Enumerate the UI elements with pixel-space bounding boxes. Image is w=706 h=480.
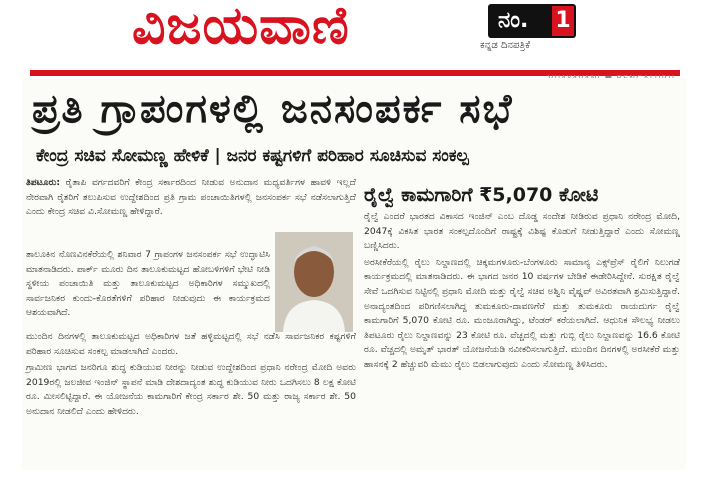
paragraph-5: ರೈಲ್ವೆ ಎಂದರೆ ಭಾರತದ ವಿಕಾಸದ ಇಂಜಿನ್ ಎಂಬ ದೊಡ್ಡ ಸಂದೇಶ ನೀಡಿರುವ ಪ್ರಧಾನಿ ನರೇಂದ್ರ ಮೋದಿ, 2047ಕ್ಕೆ ವಿಕಸಿತ ಭಾರತ ಸಂಕಲ್ಪದೊಂದಿಗೆ ರಾಷ್ಟ್ರಕ್ಕೆ ವಿಶಿಷ್ಟ ಕೊಡುಗೆ ನೀಡುತ್ತಿದ್ದಾರೆ ಎಂದು ಸೋಮಣ್ಣ ಬಣ್ಣಿಸಿದರು.: [364, 211, 680, 252]
masthead: [0, 0, 706, 66]
article-column-left-mid: [26, 248, 270, 323]
paragraph-1: [26, 176, 356, 220]
paragraph-4: ಗ್ರಾಮೀಣ ಭಾಗದ ಜನರಿಗೂ ಶುದ್ಧ ಕುಡಿಯುವ ನೀರನ್ನು ನೀಡುವ ಉದ್ದೇಶದಿಂದ ಪ್ರಧಾನಿ ನರೇಂದ್ರ ಮೋದಿ ಅವರು 2019ರಲ್ಲಿ ಜಲಜೀವ ಇಂಜಿನ್ ಸ್ಥಾಪನೆ ಮಾಡಿ ದೇಶದಾದ್ಯಂತ ಶುದ್ಧ ಕುಡಿಯುವ ನೀರು ಒದಗಿಸಲು 8 ಲಕ್ಷ ಕೋಟಿ ರೂ. ಮೀಸಲಿಟ್ಟಿದ್ದಾರೆ. ಈ ಯೋಜನೆಯ ಕಾಮಗಾರಿಗೆ ಕೇಂದ್ರ ಸರ್ಕಾರ ಶೇ. 50 ಮತ್ತು ರಾಜ್ಯ ಸರ್ಕಾರ ಶೇ. 50 ಅನುದಾನ ನೀಡಲಿದೆ ಎಂದು ಹೇಳಿದರು.: [26, 362, 356, 417]
portrait-photo-icon: [275, 232, 353, 332]
article-subheadline: ಕೇಂದ್ರ ಸಚಿವ ಸೋಮಣ್ಣ ಹೇಳಿಕೆ | ಜನರ ಕಷ್ಟಗಳಿಗೆ ಪರಿಹಾರ ಸೂಚಿಸುವ ಸಂಕಲ್ಪ: [36, 146, 469, 166]
paragraph-3: ಮುಂದಿನ ದಿನಗಳಲ್ಲಿ ತಾಲೂಕುಮಟ್ಟದ ಅಧಿಕಾರಿಗಳ ಜತೆ ಹಳ್ಳಿಮಟ್ಟದಲ್ಲಿ ಸಭೆ ನಡೆಸಿ ಸಾರ್ವಜನಿಕರ ಕಷ್ಟಗಳಿಗೆ ಪರಿಹಾರ ಸೂಚಿಸುವ ಸಂಕಲ್ಪ ಮಾಡಲಾಗಿದೆ ಎಂದರು.: [26, 331, 356, 357]
dateline: ತಿಪಟೂರು:: [26, 177, 61, 188]
article-headline: ಪ್ರತಿ ಗ್ರಾಪಂಗಳಲ್ಲಿ ಜನಸಂಪರ್ಕ ಸಭೆ: [32, 86, 514, 132]
badge-number: 1: [552, 6, 574, 36]
tagline: ಕನ್ನಡ ದಿನಪತ್ರಿಕೆ: [480, 40, 531, 51]
paragraph-1-text: ರೈತಾಪಿ ವರ್ಗದವರಿಗೆ ಕೇಂದ್ರ ಸರ್ಕಾರದಿಂದ ನೀಡುವ ಅನುದಾನ ಮಧ್ಯವರ್ತಿಗಳ ಹಾವಳಿ ಇಲ್ಲದೆ ನೇರವಾಗಿ ರೈತರಿಗೆ ತಲುಪಿಸುವ ಉದ್ದೇಶದಿಂದ ಪ್ರತಿ ಗ್ರಾಮ ಪಂಚಾಯಿತಿಗಳಲ್ಲಿ ಜನಸಂಪರ್ಕ ಸಭೆ ನಡೆಸಲಾಗುತ್ತಿದೆ ಎಂದು ಕೇಂದ್ರ ಸಚಿವ ವಿ.ಸೋಮಣ್ಣ ಹೇಳಿದ್ದಾರೆ.: [26, 177, 356, 218]
paragraph-6: ಅರಸೀಕೆರೆಯಲ್ಲಿ ರೈಲು ನಿಲ್ದಾಣದಲ್ಲಿ ಚಿಕ್ಕಮಗಳೂರು-ಬೆಂಗಳೂರು ಸಾಮಾನ್ಯ ಎಕ್ಸ್‌ಪ್ರೆಸ್ ರೈಲಿಗೆ ನಿಲುಗಡೆ ಕಾರ್ಯಕ್ರಮದಲ್ಲಿ ಮಾತನಾಡಿದರು. ಈ ಭಾಗದ ಜನರ 10 ವರ್ಷಗಳ ಬೇಡಿಕೆ ಈಡೇರಿಸಿದ್ದೇನೆ. ಸುರಕ್ಷಿತ ರೈಲ್ವೆ ಸೇವೆ ಒದಗಿಸುವ ನಿಟ್ಟಿನಲ್ಲಿ ಪ್ರಧಾನಿ ಮೋದಿ ಮತ್ತು ರೈಲ್ವೆ ಸಚಿವ ಅಶ್ವಿನಿ ವೈಷ್ಣವ್ ಅವಿರತವಾಗಿ ಶ್ರಮಿಸುತ್ತಿದ್ದಾರೆ. ಅನಾದ್ಯಂತದಿಂದ ಪರಿಗಣಿಸಲಾಗಿದ್ದ ತುಮಕೂರು-ದಾವಣಗೆರೆ ಮತ್ತು ತುಮಕೂರು ರಾಯದುರ್ಗ ರೈಲ್ವೆ ಕಾಮಗಾರಿಗೆ 5,070 ಕೋಟಿ ರೂ. ಮಂಜೂರಾಗಿದ್ದು, ಟೆಂಡರ್ ಕರೆಯಲಾಗಿದೆ. ಆಧುನಿಕ ಸೌಲಭ್ಯ ನೀಡಲು ತಿಪಟೂರು ರೈಲು ನಿಲ್ದಾಣವನ್ನು 23 ಕೋಟಿ ರೂ. ವೆಚ್ಚದಲ್ಲಿ ಮತ್ತು ಗುಬ್ಬಿ ರೈಲು ನಿಲ್ದಾಣವನ್ನು 16.6 ಕೋಟಿ ರೂ. ವೆಚ್ಚದಲ್ಲಿ ಅಮೃತ್ ಭಾರತ್ ಯೋಜನೆಯಡಿ ನವೀಕರಿಸಲಾಗುತ್ತಿದೆ. ಮುಂದಿನ ದಿನಗಳಲ್ಲಿ ಅರಸೀಕೆರೆ ಮತ್ತು ಹಾಸನಕ್ಕೆ 2 ಹೆಚ್ಚುವರಿ ಮೆಮು ರೈಲು ಬಿಡಲಾಗುವುದು ಎಂದು ಸೋಮಣ್ಣ ತಿಳಿಸಿದರು.: [364, 256, 680, 370]
portrait-photo: [275, 232, 353, 332]
newspaper-logo: ವಿಜಯವಾಣಿ: [132, 0, 350, 56]
railway-subheadline: ರೈಲ್ವೆ ಕಾಮಗಾರಿಗೆ ₹5,070 ಕೋಟಿ: [364, 184, 599, 206]
article-column-right: [364, 210, 680, 375]
article-column-left-bottom: [26, 330, 356, 422]
paragraph-2: ತಾಲೂಕಿನ ನೊಣವಿನಕೆರೆಯಲ್ಲಿ ಶನಿವಾರ 7 ಗ್ರಾಪಂಗಳ ಜನಸಂಪರ್ಕ ಸಭೆ ಉದ್ಘಾಟಿಸಿ ಮಾತನಾಡಿದರು. ಪಾರ್ಕ್ ಮೂರು ದಿನ ತಾಲೂಕುಮಟ್ಟದ ಹೋಬಳಿಗಳಿಗೆ ಭೇಟಿ ನೀಡಿ ಸ್ಥಳೀಯ ಪಂಚಾಯಿತಿ ಮತ್ತು ತಾಲೂಕುಮಟ್ಟದ ಅಧಿಕಾರಿಗಳ ಸಮ್ಮುಖದಲ್ಲಿ ಸಾರ್ವಜನಿಕರ ಕುಂದು-ಕೊರತೆಗಳಿಗೆ ಪರಿಹಾರ ನೀಡುವುದು ಈ ಕಾರ್ಯಕ್ರಮದ ಆಶಯವಾಗಿದೆ.: [26, 249, 270, 319]
article-column-left-top: [26, 176, 356, 222]
badge-text: ನಂ.: [498, 8, 529, 33]
